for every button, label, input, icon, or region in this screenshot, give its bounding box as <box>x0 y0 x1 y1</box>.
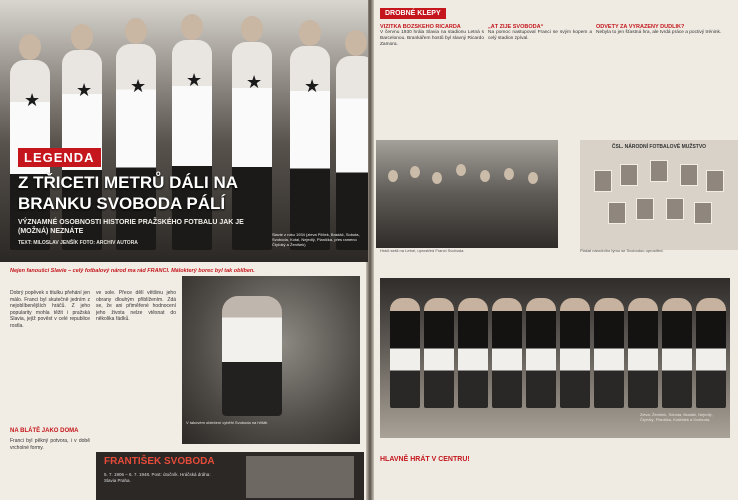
poster-portrait <box>636 198 654 220</box>
profile-photo <box>246 456 354 498</box>
subheading-hlavne-hrat: HLAVNĚ HRÁT V CENTRU! <box>380 456 470 463</box>
gossip-text-1: V červnu 1930 hrála Slavia na stadionu Letná s Barcelonou. Brankářem hostů byl slavný Ricardo Zamora. <box>380 30 484 47</box>
crowd-head <box>480 170 490 182</box>
collage-title: ČSL. NÁRODNÍ FOTBALOVÉ MUŽSTVO <box>611 144 707 150</box>
player-figure <box>492 298 522 408</box>
gossip-text-2: Na pomoc nastupoval Franci se svým kopem a celý stadion zpíval. <box>488 30 592 41</box>
crowd-head <box>432 172 442 184</box>
player-head <box>181 14 203 40</box>
player-figure <box>336 56 368 250</box>
star-icon: ★ <box>76 80 93 100</box>
poster-portrait <box>608 202 626 224</box>
crowd-head <box>410 166 420 178</box>
profile-name: FRANTIŠEK SVOBODA <box>104 456 215 467</box>
poster-portrait <box>694 202 712 224</box>
player-head <box>71 24 93 50</box>
poster-portrait <box>666 198 684 220</box>
gossip-heading-2: „AŤ ŽIJE SVOBODA“ <box>488 24 544 30</box>
player-figure <box>696 298 726 408</box>
team-poster-collage <box>580 140 738 250</box>
gossip-text-3: Nebyla to jen šťastná hra, ale tvrdá práce a poctivý trénink. <box>596 30 722 35</box>
photo-caption-mid: V takovém oblečení vyběhl Svoboda na hřiště. <box>186 420 269 425</box>
section-tag-drobne-klepy: DROBNÉ KLEPY <box>380 8 446 19</box>
poster-portrait <box>680 164 698 186</box>
section-tag-legenda: LEGENDA <box>18 148 101 167</box>
text-column-3: Franci byl pěkný potvora, i v době vrcholné formy. <box>10 438 90 451</box>
player-figure <box>560 298 590 408</box>
subheading-na-blate: NA BLÁTĚ JAKO DOMA <box>10 428 79 434</box>
crowd-head <box>504 168 514 180</box>
player-figure <box>662 298 692 408</box>
player-figure <box>628 298 658 408</box>
article-intro: Nejen fanoušci Slavie – celý fotbalový národ ma rád FRANCI. Málokterý borec byl tak oblíben. <box>10 268 255 274</box>
poster-portrait <box>594 170 612 192</box>
player-head <box>345 30 367 56</box>
text-column-2: ve sole. Přece dělí většinu jeho obrany dlouhým přiblížením. Zdá se, že ani přiměřené hodnocení jeho života nelze vtěsnat do několika řádků. <box>96 290 176 322</box>
player-figure <box>458 298 488 408</box>
gossip-column-2 <box>488 24 592 136</box>
player-head <box>19 34 41 60</box>
player-head <box>241 16 263 42</box>
crowd-head <box>456 164 466 176</box>
star-icon: ★ <box>304 76 321 96</box>
poster-portrait <box>620 164 638 186</box>
crowd-head <box>528 172 538 184</box>
star-icon: ★ <box>186 70 203 90</box>
poster-portrait <box>650 160 668 182</box>
player-head <box>125 18 147 44</box>
star-icon: ★ <box>246 72 263 92</box>
article-subhead: VÝZNAMNÉ OSOBNOSTI HISTORIE PRAŽSKÉHO FOTBALU JAK JE (MOŽNÁ) NEZNÁTE <box>18 219 244 235</box>
photo-caption-team-bottom: Zleva: Ženíšek, Sobota, Bradáč, Nejedlý, Čtyřoký, Planička, Košťálek a Svoboda. <box>640 412 713 422</box>
photo-caption-top: Slavie z roku 1934 (zleva Plíček, Bradáč, Sobota, Svoboda, Kotal, Nejedlý, Planička, přes rameno Čtyřoký a Ženíšek) <box>272 232 360 247</box>
text-column-1: Dobrý popěvek s titulku přehání jen málo. Franci byl skutečně jedním z nejoblíbenějších hráčů. Z jeho popularity mohla těžit i pražská Slavia, jejíž pověst v celé republice rostla. <box>10 290 90 329</box>
gossip-column-1 <box>380 24 484 136</box>
profile-text: 5. 7. 1906 – 6. 7. 1948. Post: útočník. Hráčská dráha: Slavia Praha. <box>104 472 211 483</box>
star-icon: ★ <box>130 76 147 96</box>
profile-box <box>96 452 364 500</box>
article-credit: TEXT: MILOSLAV JENŠÍK FOTO: ARCHIV AUTORA <box>18 240 138 246</box>
poster-portrait <box>706 170 724 192</box>
player-figure <box>526 298 556 408</box>
crowd-photo <box>376 140 558 248</box>
player-figure <box>222 296 282 416</box>
crowd-head <box>388 170 398 182</box>
player-photo-mid <box>182 276 360 444</box>
player-figure <box>390 298 420 408</box>
player-figure <box>594 298 624 408</box>
player-head <box>299 20 321 46</box>
gossip-heading-1: VIZITKA BOŽSKÉHO RICARDA <box>380 24 461 30</box>
photo-caption-collage: Plakát národního týmu se Svobodou uprostřed. <box>580 248 664 253</box>
article-headline: Z TŘICETI METRŮ DÁLI NA BRANKU SVOBODA PÁLÍ <box>18 173 238 213</box>
star-icon: ★ <box>24 90 41 110</box>
gossip-heading-3: ODVETY ZA VYRAŽENÝ DUDLÍK? <box>596 24 685 30</box>
player-figure <box>424 298 454 408</box>
gossip-column-3 <box>596 24 732 136</box>
photo-caption-crowd: Hráči sešli na Letné, uprostřed Franci Svoboda. <box>380 248 465 253</box>
